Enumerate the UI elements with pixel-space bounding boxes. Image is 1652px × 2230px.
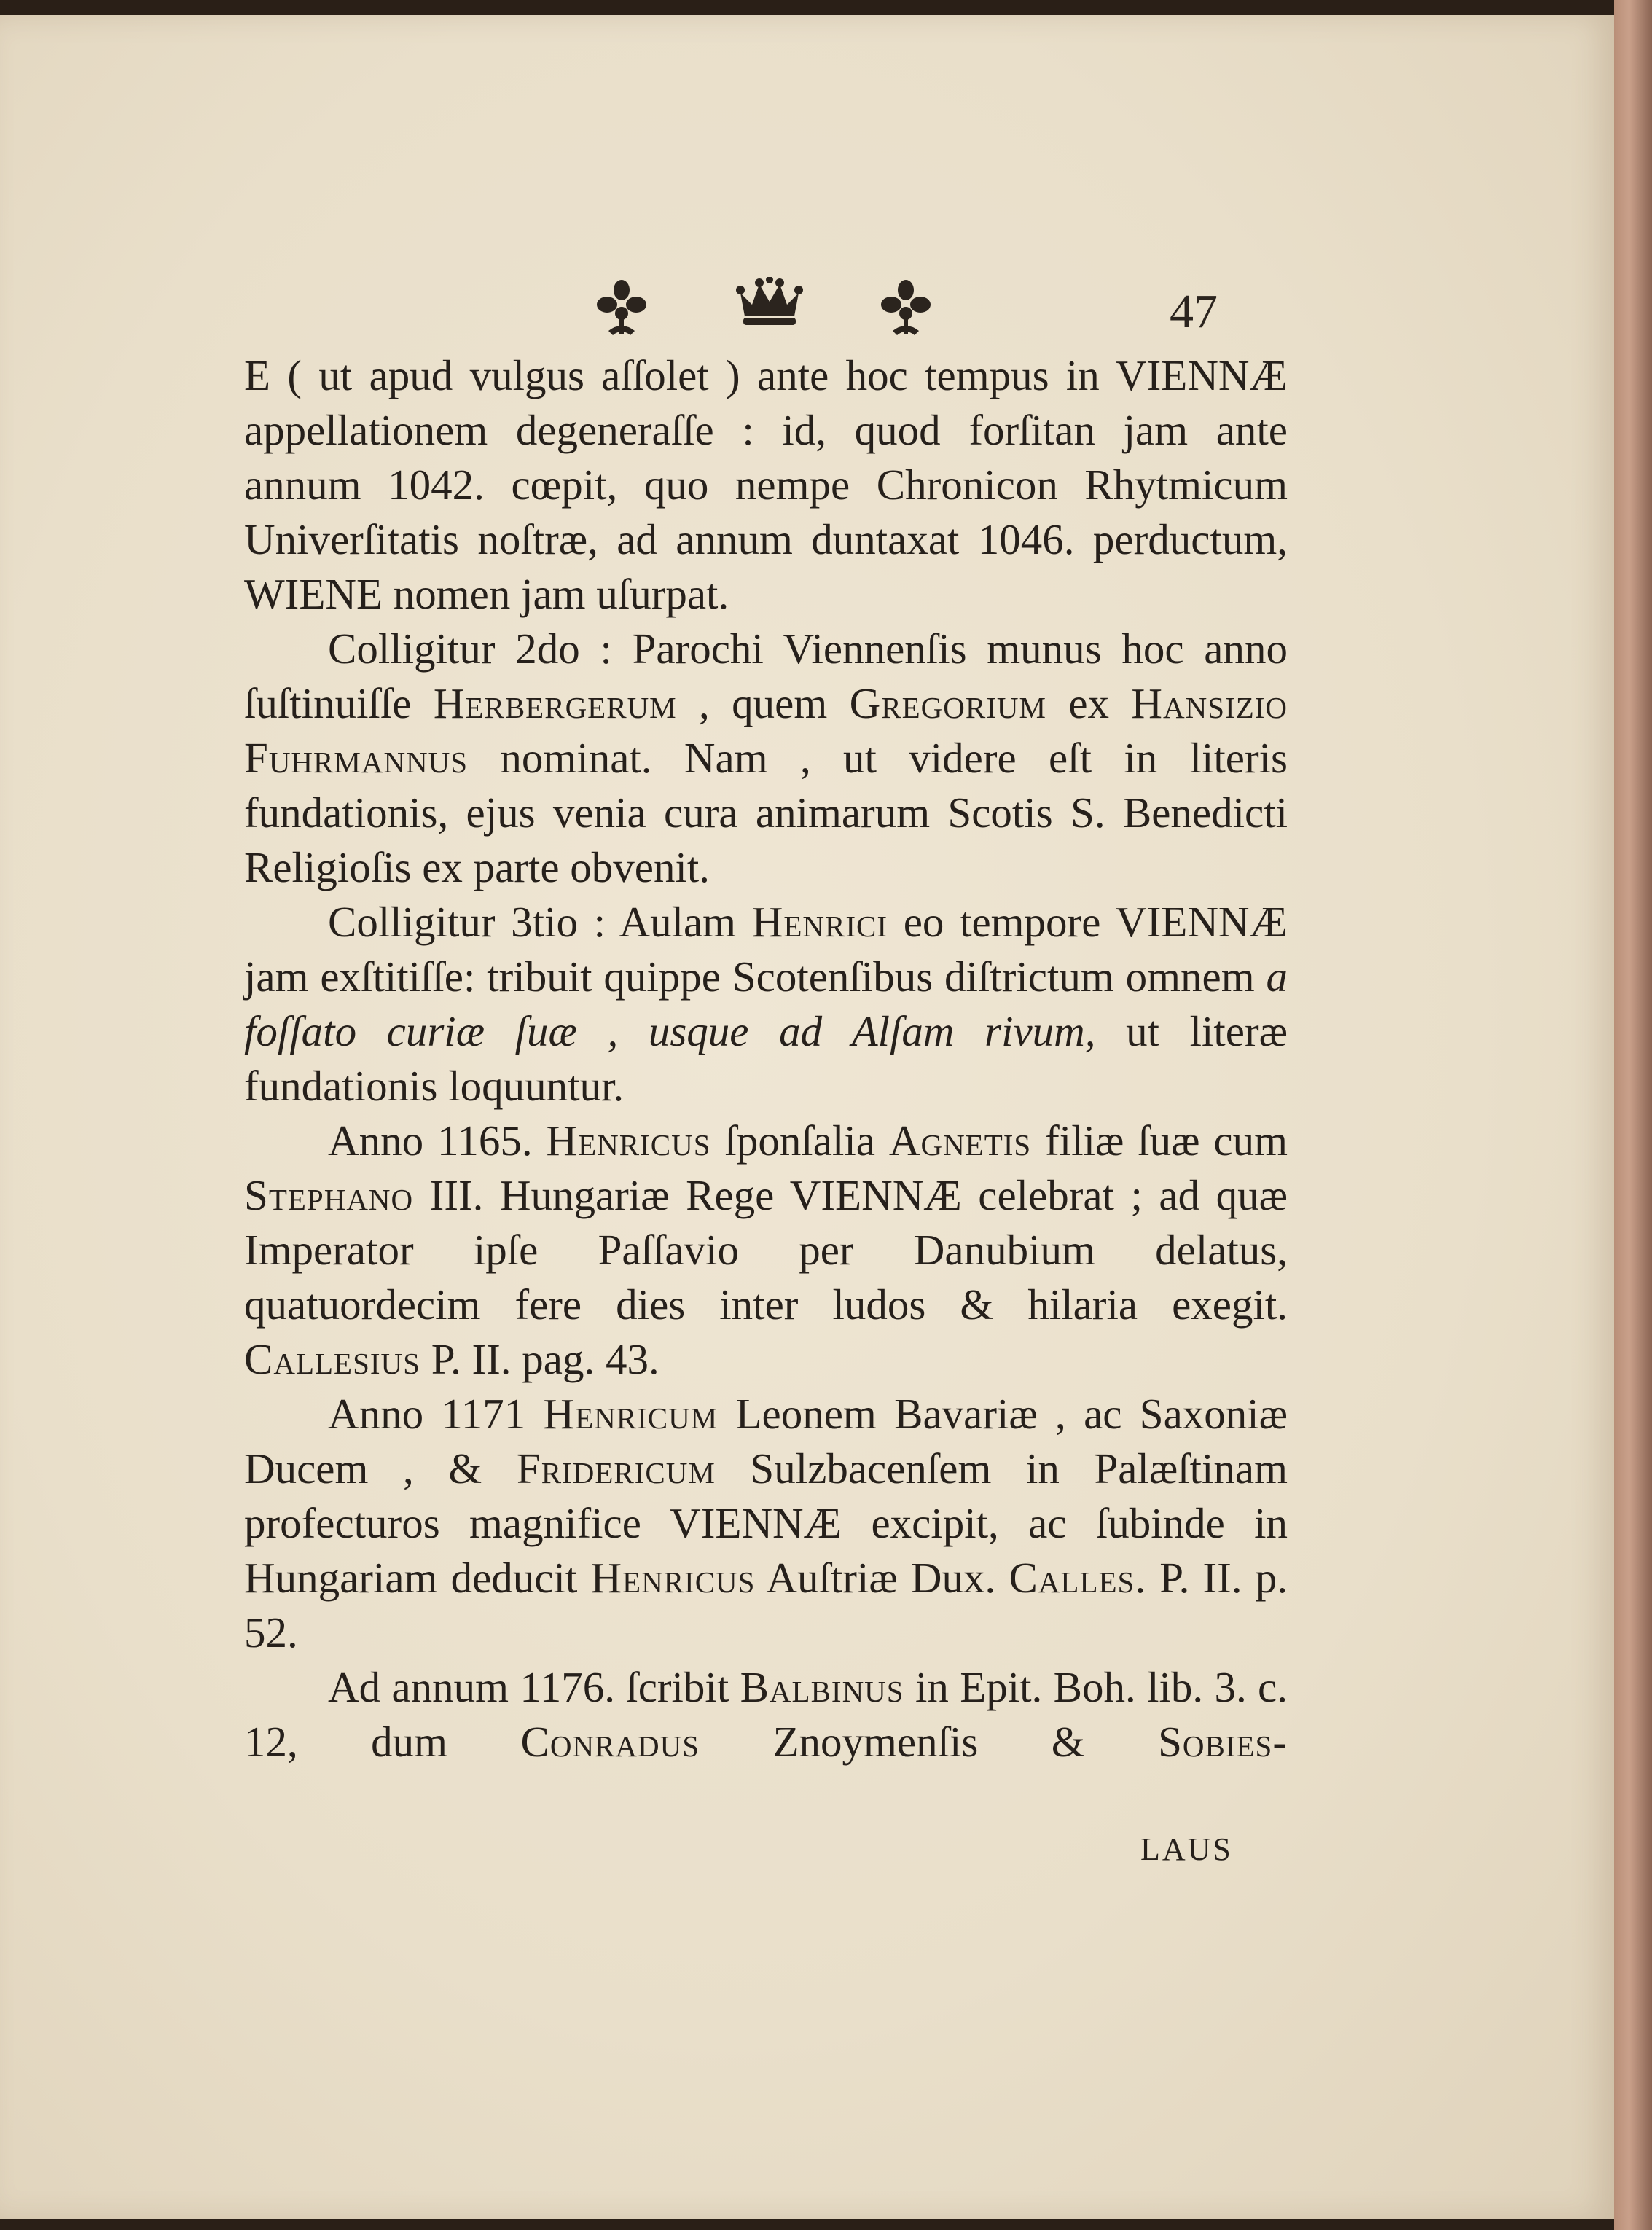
text-run: Colligitur 3tio : Aulam bbox=[328, 898, 752, 946]
text-run: Leonem Bavariæ , ac Saxoniæ Ducem , & bbox=[244, 1390, 1288, 1492]
text-run: Anno 1171 bbox=[328, 1390, 544, 1438]
small-caps-name: Stephano bbox=[244, 1171, 414, 1219]
paragraph bbox=[244, 348, 1288, 622]
text-run: Ad annum 1176. ſcribit bbox=[328, 1663, 740, 1711]
italic-quote: a foſſato curiæ ſuæ , usque ad Alſam rivum, bbox=[244, 952, 1288, 1055]
paragraph bbox=[244, 1660, 1288, 1769]
small-caps-name: Herbergerum bbox=[433, 679, 677, 727]
text-run: in Epit. Boh. lib. 3. c. 12, dum bbox=[244, 1663, 1288, 1766]
page-number: 47 bbox=[1170, 285, 1218, 338]
small-caps-name: Henrici bbox=[751, 898, 888, 946]
small-caps-name: Calles. bbox=[1009, 1554, 1147, 1602]
small-caps-name: Henricus bbox=[546, 1116, 711, 1165]
small-caps-name: Henricus bbox=[590, 1554, 756, 1602]
paragraph bbox=[244, 1114, 1288, 1387]
book-edge bbox=[1614, 0, 1652, 2230]
text-run: ſponſalia bbox=[710, 1116, 889, 1165]
small-caps-name: Callesius bbox=[244, 1335, 420, 1383]
small-caps-name: Hansizio Fuhrmannus bbox=[244, 679, 1288, 782]
text-run: P. II. pag. 43. bbox=[420, 1335, 659, 1383]
text-run: Colligitur 2do : Parochi Viennenſis munus hoc anno ſuſtinuiſſe bbox=[244, 625, 1288, 727]
text-run: Anno 1165. bbox=[328, 1116, 547, 1165]
small-caps-name: Agnetis bbox=[888, 1116, 1032, 1165]
small-caps-name: Fridericum bbox=[516, 1444, 716, 1492]
small-caps-name: Gregorium bbox=[849, 679, 1046, 727]
text-run: ut literæ fundationis loquuntur. bbox=[244, 1007, 1288, 1110]
text-run: ex bbox=[1046, 679, 1132, 727]
paragraph bbox=[244, 1387, 1288, 1660]
crown-icon bbox=[736, 277, 803, 328]
fleuron-icon bbox=[878, 277, 933, 338]
text-run: Znoymenſis & bbox=[700, 1718, 1159, 1766]
text-run: eo tempore VIENNÆ jam exſtitiſſe: tribuit quippe Scotenſibus diſtrictum omnem bbox=[244, 898, 1288, 1001]
body-text bbox=[244, 348, 1288, 1769]
paragraph bbox=[244, 622, 1288, 895]
fleuron-icon bbox=[594, 277, 649, 338]
page-header bbox=[0, 277, 1614, 343]
text-run: , quem bbox=[676, 679, 850, 727]
text-run: E ( ut apud vulgus aſſolet ) ante hoc tempus in VIENNÆ appellationem degeneraſſe : id, quod forſitan jam ante annum 1042. cœpit, quo nempe Chronicon Rhytmicum Univerſitatis noſtræ, ad annum duntaxat 1046. perductum, WIENE nomen jam uſurpat. bbox=[244, 351, 1288, 618]
text-run: nominat. Nam , ut videre eſt in literis fundationis, ejus venia cura animarum Scotis S. Benedicti Religioſis ex parte obvenit. bbox=[244, 734, 1288, 891]
text-run: Auſtriæ Dux. bbox=[755, 1554, 1009, 1602]
small-caps-name: Sobies- bbox=[1158, 1718, 1288, 1766]
text-run: III. Hungariæ Rege VIENNÆ celebrat ; ad quæ Imperator ipſe Paſſavio per Danubium delatus, quatuordecim fere dies inter ludos & hilaria exegit. bbox=[244, 1171, 1288, 1329]
text-run: P. II. p. 52. bbox=[244, 1554, 1288, 1656]
small-caps-name: Conradus bbox=[520, 1718, 700, 1766]
text-run: filiæ ſuæ cum bbox=[1031, 1116, 1288, 1165]
small-caps-name: Henricum bbox=[543, 1390, 719, 1438]
text-run: Sulzbacenſem in Palæſtinam profecturos magnifice VIENNÆ excipit, ac ſubinde in Hungariam deducit bbox=[244, 1444, 1288, 1602]
book-page bbox=[0, 15, 1614, 2219]
catchword: LAUS bbox=[1140, 1831, 1233, 1867]
small-caps-name: Balbinus bbox=[740, 1663, 904, 1711]
paragraph bbox=[244, 895, 1288, 1114]
